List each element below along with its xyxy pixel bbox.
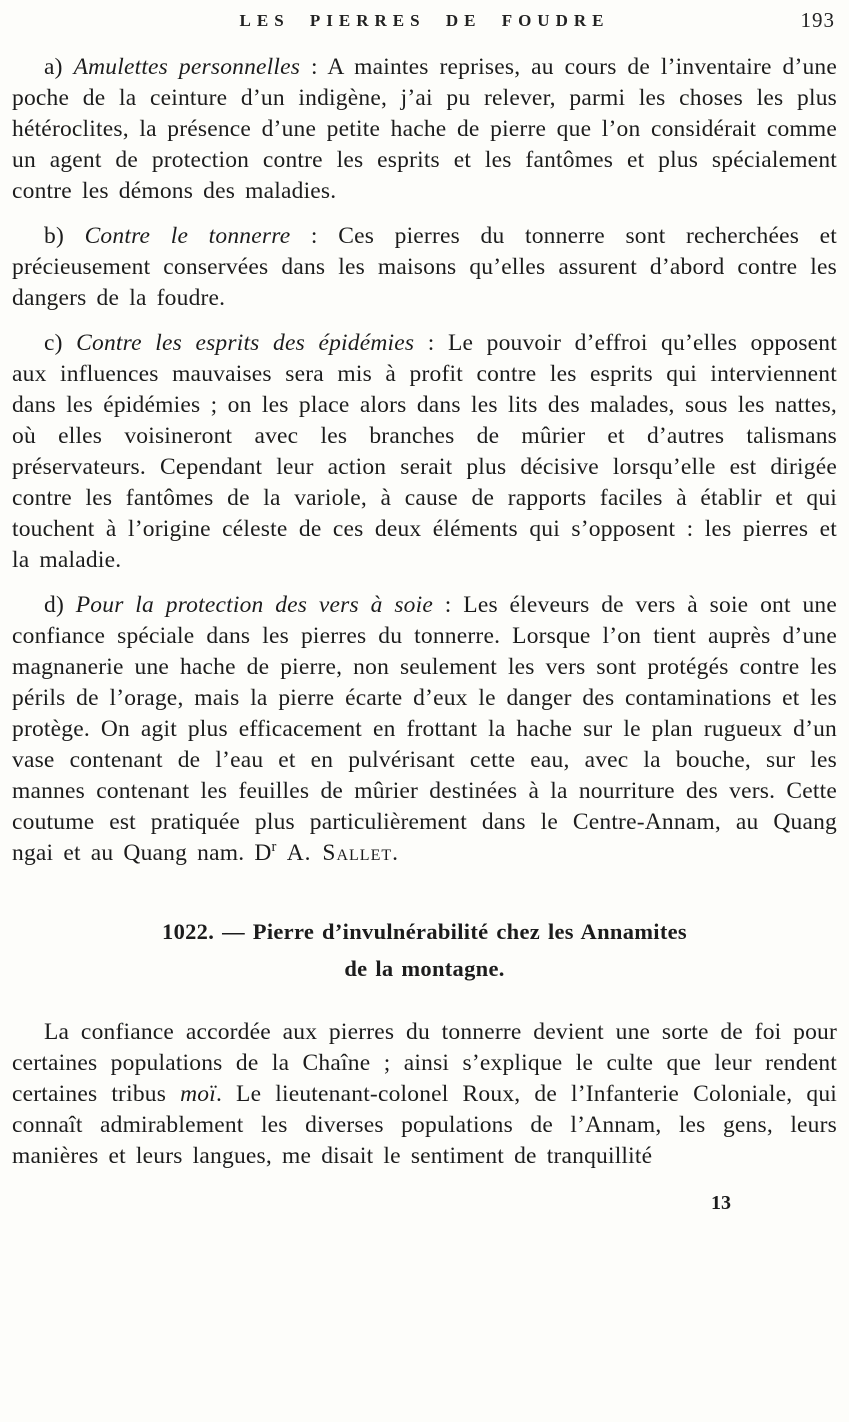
paragraph-text-d: Les éleveurs de vers à soie ont une confiance spéciale dans les pierres du tonnerre. Lorsque l’on tient auprès d’une magnanerie une hache de pierre, non seulement les vers sont protégés contre les périls de l’orage, mais la pierre écarte d’eux le danger des contaminations et les protège. On agit plus efficacement en frottant la hache sur le plan rugueux d’un vase contenant de l’eau et en pulvérisant cette eau, avec la bouche, sur les mannes contenant les feuilles de mûrier destinées à la nourriture des vers. Cette coutume est pratiquée plus particulièrement dans le Centre-Annam, au Quang ngai et au Quang nam. [12,592,837,866]
list-marker-d: d) [44,592,64,618]
section-heading-line-2: de la montagne. [344,956,505,981]
page-number: 193 [800,8,835,32]
list-marker-c: c) [44,330,63,356]
author-initial: D [254,840,272,866]
lead-phrase-d: Pour la protection des vers à soie [75,592,433,618]
paragraph-a [12,52,837,207]
paragraph-c [12,328,837,576]
author-name: A. Sallet. [286,840,400,866]
closing-paragraph [12,1017,837,1172]
separator-d: : [433,592,464,618]
section-heading-line-1: 1022. — Pierre d’invulnérabilité chez les Annamites [162,919,687,944]
separator-c: : [414,330,448,356]
section-heading [12,913,837,987]
list-marker-b: b) [44,223,64,249]
lead-phrase-b: Contre le tonnerre [84,223,291,249]
paragraph-text-b: Ces pierres du tonnerre sont recherchées et précieusement conservées dans les maisons qu’elles assurent d’abord contre les dangers de la foudre. [12,223,838,311]
signature-number: 13 [711,1192,731,1214]
running-title: LES PIERRES DE FOUDRE [239,11,610,30]
italic-term-moi: moï [180,1081,216,1107]
page-header [12,8,837,38]
paragraph-text-a: A maintes reprises, au cours de l’inventaire d’une poche de la ceinture d’un indigène, j’ai pu relever, parmi les choses les plus hétéroclites, la présence d’une petite hache de pierre que l’on considérait comme un agent de protection contre les esprits et les fantômes et plus spécialement contre les démons des maladies. [12,54,838,204]
paragraph-b [12,221,837,314]
closing-text-after: . Le lieutenant-colonel Roux, de l’Infanterie Coloniale, qui connaît admirablement les diverses populations de l’Annam, les gens, leurs manières et leurs langues, me disait le sentiment de tranquillité [12,1081,837,1169]
lead-phrase-a: Amulettes personnelles [73,54,301,80]
list-marker-a: a) [44,54,63,80]
lead-phrase-c: Contre les esprits des épidémies [76,330,415,356]
author-credit [254,840,399,866]
paragraph-text-c: Le pouvoir d’effroi qu’elles opposent aux influences mauvaises sera mis à profit contre les esprits qui interviennent dans les épidémies ; on les place alors dans les lits des malades, sous les nattes, où elles voisineront avec les branches de mûrier et d’autres talismans préservateurs. Cependant leur action serait plus décisive lorsqu’elle est dirigée contre les fantômes de la variole, à cause de rapports faciles à établir et qui touchent à l’origine céleste de ces deux éléments qui s’opposent : les pierres et la maladie. [12,330,837,573]
separator-b: : [290,223,339,249]
paragraph-d [12,590,837,869]
separator-a: : [300,54,328,80]
author-superscript: r [271,839,277,856]
closing-text-before: La confiance accordée aux pierres du tonnerre devient une sorte de foi pour certaines populations de la Chaîne ; ainsi s’explique le culte que leur rendent certaines tribus [12,1019,837,1107]
